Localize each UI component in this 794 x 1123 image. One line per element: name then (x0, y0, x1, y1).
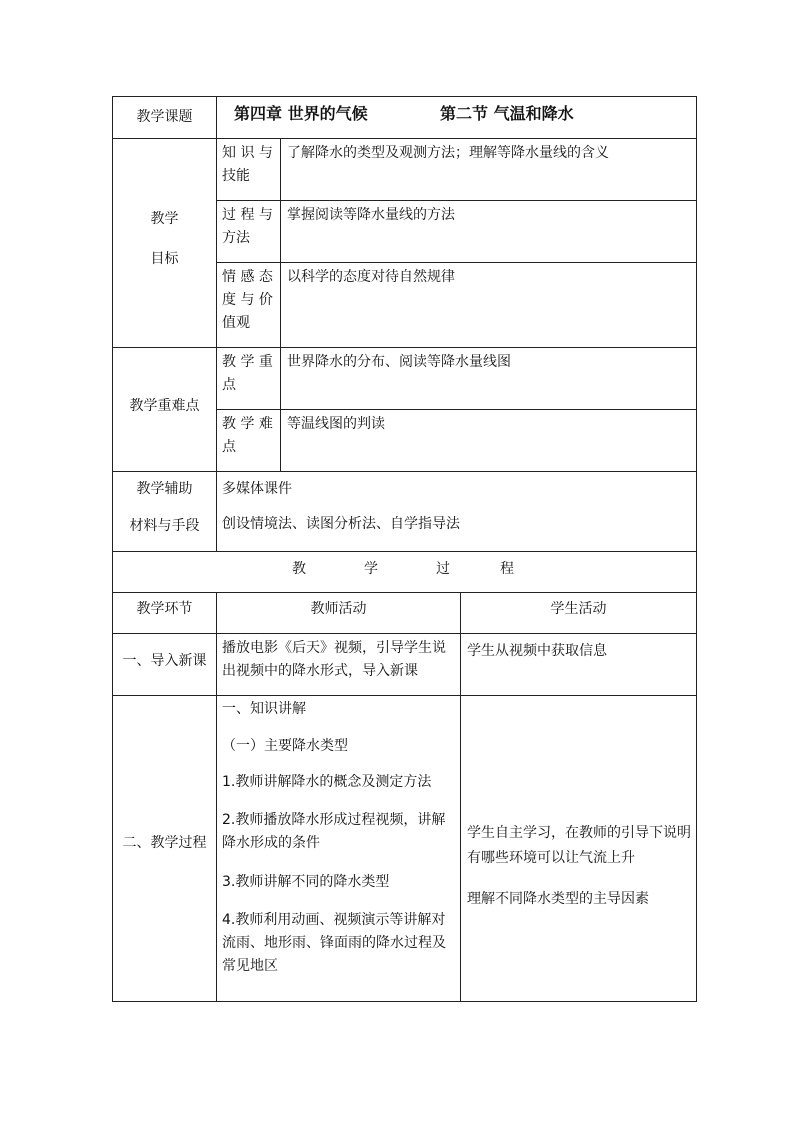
intro-teacher-2: 出视频中的降水形式，导入新课 (222, 663, 418, 679)
topic-label: 教学课题 (136, 109, 193, 125)
keypoint-content-1: 世界降水的分布、阅读等降水量线图 (287, 354, 511, 370)
col-rule (216, 96, 217, 551)
border-left (112, 96, 113, 1002)
objective-sub-1a: 知 识 与 (222, 145, 273, 161)
border-bottom (112, 1001, 697, 1002)
header-stage: 教学环节 (136, 601, 193, 617)
intro-stage: 一、导入新课 (122, 653, 207, 669)
topic-chapter: 第四章 世界的气候 (234, 104, 368, 123)
teacher-item: （一）主要降水类型 (222, 738, 348, 754)
rule (112, 592, 697, 593)
process-title-char-2: 学 (364, 561, 378, 577)
rule (112, 695, 697, 696)
rule (112, 347, 697, 348)
teacher-item: 一、知识讲解 (222, 701, 306, 717)
objectives-label-1: 教学 (150, 211, 179, 227)
teacher-item: 2.教师播放降水形成过程视频，讲解 (222, 812, 446, 828)
rule (112, 551, 697, 552)
keypoint-sub-1b: 点 (222, 377, 236, 393)
objective-sub-2a: 过 程 与 (222, 207, 273, 223)
process-title-char-4: 程 (500, 561, 514, 577)
objective-sub-1b: 技能 (222, 168, 250, 184)
keypoint-content-2: 等温线图的判读 (287, 416, 385, 432)
aids-line-1: 多媒体课件 (222, 481, 292, 497)
student-item: 有哪些环境可以让气流上升 (467, 850, 635, 866)
process-title-char-3: 过 (436, 561, 450, 577)
keypoint-sub-2a: 教 学 难 (222, 416, 273, 432)
col-rule (460, 592, 461, 1001)
intro-student: 学生从视频中获取信息 (467, 643, 607, 659)
col-rule (216, 592, 217, 1001)
objective-sub-3a: 情 感 态 (222, 269, 273, 285)
objective-sub-2b: 方法 (222, 230, 250, 246)
objective-sub-3c: 值观 (222, 315, 250, 331)
teacher-item: 4.教师利用动画、视频演示等讲解对 (222, 912, 446, 928)
header-teacher: 教师活动 (310, 601, 367, 617)
aids-label-1: 教学辅助 (136, 481, 193, 497)
rule (112, 471, 697, 472)
header-student: 学生活动 (550, 601, 607, 617)
rule (216, 262, 697, 263)
topic-section: 第二节 气温和降水 (440, 104, 574, 123)
keypoint-sub-2b: 点 (222, 439, 236, 455)
teacher-item: 流雨、地形雨、锋面雨的降水过程及 (222, 935, 446, 951)
rule (112, 633, 697, 634)
objective-sub-3b: 度 与 价 (222, 292, 273, 308)
keypoints-label: 教学重难点 (129, 398, 200, 414)
aids-line-2: 创设情境法、读图分析法、自学指导法 (222, 516, 460, 532)
col-rule (280, 138, 281, 471)
rule (216, 200, 697, 201)
student-item: 理解不同降水类型的主导因素 (467, 891, 649, 907)
teacher-item: 降水形成的条件 (222, 835, 320, 851)
border-top (112, 96, 697, 97)
aids-label-2: 材料与手段 (129, 518, 200, 534)
teacher-item: 1.教师讲解降水的概念及测定方法 (222, 774, 432, 790)
rule (112, 138, 697, 139)
student-item: 学生自主学习，在教师的引导下说明 (467, 825, 691, 841)
rule (216, 409, 697, 410)
objectives-label-2: 目标 (150, 251, 179, 267)
objective-content-3: 以科学的态度对待自然规律 (287, 269, 455, 285)
keypoint-sub-1a: 教 学 重 (222, 354, 273, 370)
border-right (696, 96, 697, 1002)
main-stage: 二、教学过程 (122, 835, 207, 851)
teacher-item: 常见地区 (222, 958, 278, 974)
objective-content-1: 了解降水的类型及观测方法；理解等降水量线的含义 (287, 145, 609, 161)
intro-teacher-1: 播放电影《后天》视频，引导学生说 (222, 640, 446, 656)
teacher-item: 3.教师讲解不同的降水类型 (222, 874, 390, 890)
objective-content-2: 掌握阅读等降水量线的方法 (287, 207, 455, 223)
process-title-char-1: 教 (292, 561, 306, 577)
